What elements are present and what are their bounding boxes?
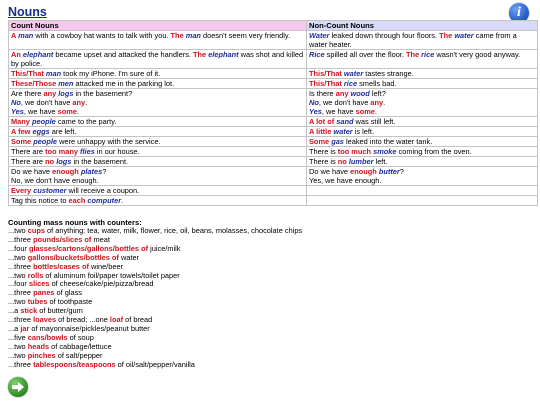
count-noun-cell	[9, 89, 307, 117]
highlight-quantifier: jar	[20, 323, 30, 333]
count-noun-cell	[9, 137, 307, 147]
highlight-noun: No	[11, 98, 21, 107]
highlight-quantifier: pinches	[27, 350, 56, 360]
text-run: of bread	[123, 315, 153, 325]
counter-line	[8, 280, 528, 289]
noncount-noun-cell	[307, 117, 538, 127]
highlight-quantifier: glasses/cartons/gallons/bottles of	[28, 243, 149, 253]
highlight-quantifier: A	[11, 31, 19, 40]
table-row	[9, 69, 538, 79]
highlight-noun: butter	[378, 167, 400, 176]
text-run: .	[374, 107, 377, 116]
count-noun-cell	[9, 117, 307, 127]
text-run: of mayonnaise/pickles/peanut butter	[29, 323, 150, 333]
highlight-quantifier: pounds/slices of	[33, 234, 92, 244]
noncount-noun-cell	[307, 137, 538, 147]
table-row	[9, 147, 538, 157]
text-run: of cheese/cake/pie/pizza/bread	[49, 279, 154, 289]
count-noun-cell	[9, 157, 307, 167]
table-row	[9, 137, 538, 147]
table-header-row	[9, 21, 538, 31]
highlight-noun: No	[309, 98, 319, 107]
highlight-quantifier: gallons/buckets/bottles of	[27, 252, 119, 262]
text-run: ...two	[8, 297, 28, 307]
highlight-quantifier: some	[355, 107, 375, 116]
text-run: leaked down through four floors.	[329, 31, 440, 40]
text-run: ...two	[8, 226, 28, 235]
text-run: of anything: tea, water, milk, flower, rice, oil, beans, molasses, chocolate chips	[44, 226, 303, 235]
highlight-noun: water	[333, 127, 353, 136]
table-row	[9, 50, 538, 69]
text-run: wine/beer	[88, 261, 124, 271]
noncount-noun-cell	[307, 69, 538, 79]
highlight-quantifier: The	[193, 50, 209, 59]
highlight-noun: elephant	[22, 50, 54, 59]
text-run: of glass	[54, 288, 82, 298]
text-run: leaked into the water tank.	[343, 137, 433, 146]
text-run: , we don't have	[318, 98, 371, 107]
table-row	[9, 127, 538, 137]
table-row	[9, 167, 538, 186]
text-run: of aluminum foil/paper towels/toilet paper	[43, 270, 180, 280]
text-run: ...two	[8, 341, 28, 351]
highlight-quantifier: any	[335, 89, 351, 98]
highlight-noun: smoke	[373, 147, 397, 156]
highlight-quantifier: rolls	[27, 270, 44, 280]
highlight-quantifier: Some	[11, 137, 34, 146]
text-run: is left.	[352, 127, 375, 136]
text-run: left?	[369, 89, 386, 98]
page-title: Nouns	[8, 5, 47, 19]
text-run: of soup	[67, 332, 94, 342]
highlight-quantifier: heads	[27, 341, 50, 351]
highlight-quantifier: any	[370, 98, 384, 107]
table-row	[9, 79, 538, 89]
highlight-quantifier: The	[170, 31, 186, 40]
highlight-noun: elephant	[208, 50, 239, 59]
highlight-noun: water	[343, 69, 364, 78]
text-run: of toothpaste	[47, 297, 93, 307]
highlight-noun: rice	[421, 50, 435, 59]
text-run: attacked me in the parking lot.	[73, 79, 175, 88]
text-run: of cabbage/lettuce	[49, 341, 112, 351]
highlight-quantifier: any	[43, 89, 59, 98]
highlight-noun: logs	[58, 89, 74, 98]
text-run: tastes strange.	[363, 69, 414, 78]
text-run: of salt/pepper	[55, 350, 103, 360]
text-run: ...three	[8, 288, 34, 298]
count-noun-cell	[9, 31, 307, 50]
highlight-quantifier: Every	[11, 186, 34, 195]
text-run: .	[76, 107, 79, 116]
highlight-quantifier: panes	[33, 288, 55, 298]
text-run: , we have	[321, 107, 356, 116]
text-run: with a cowboy hat wants to talk with you.	[33, 31, 171, 40]
highlight-quantifier: Many	[11, 117, 32, 126]
highlight-quantifier: This/That	[11, 69, 46, 78]
text-run: was shot and killed by police.	[11, 50, 304, 68]
text-run: will receive a coupon.	[66, 186, 140, 195]
text-run: There are	[11, 147, 46, 156]
noncount-noun-cell	[307, 157, 538, 167]
text-run: , we have	[23, 107, 58, 116]
text-run: ...four	[8, 279, 29, 289]
counter-line	[8, 298, 528, 307]
text-run: .	[85, 98, 88, 107]
text-run: Tag this notice to	[11, 196, 69, 205]
text-run: came from a water heater.	[309, 31, 517, 49]
noncount-noun-cell	[307, 167, 538, 186]
count-noun-cell	[9, 196, 307, 206]
highlight-noun: people	[33, 137, 58, 146]
table-row	[9, 117, 538, 127]
text-run: ...two	[8, 270, 28, 280]
highlight-quantifier: too much	[337, 147, 374, 156]
highlight-quantifier: loaves	[33, 315, 57, 325]
text-run: Do we have	[309, 167, 351, 176]
highlight-quantifier: A few	[11, 127, 33, 136]
text-run: Yes, we have enough.	[309, 176, 382, 185]
highlight-quantifier: stick	[20, 306, 38, 316]
highlight-quantifier: each	[68, 196, 88, 205]
text-run: juice/milk	[148, 243, 181, 253]
text-run: ?	[102, 167, 107, 176]
text-run: of oil/salt/pepper/vanilla	[115, 359, 195, 369]
noncount-noun-cell	[307, 79, 538, 89]
text-run: , we don't have	[20, 98, 73, 107]
text-run: of butter/gum	[37, 306, 83, 316]
text-run: .	[121, 196, 124, 205]
next-arrow-icon[interactable]	[8, 377, 28, 397]
highlight-quantifier: The	[405, 50, 422, 59]
highlight-noun: eggs	[32, 127, 50, 136]
text-run: ...four	[8, 243, 29, 253]
text-run: ...three	[8, 315, 34, 325]
highlight-quantifier: loaf	[109, 315, 124, 325]
text-run: ...a	[8, 306, 21, 316]
highlight-quantifier: enough	[350, 167, 379, 176]
column-header-count: Count Nouns	[9, 21, 307, 31]
text-run: left.	[373, 157, 388, 166]
highlight-noun: lumber	[348, 157, 374, 166]
highlight-noun: Yes	[309, 107, 322, 116]
noncount-noun-cell	[307, 31, 538, 50]
table-row	[9, 157, 538, 167]
text-run: Is there	[309, 89, 336, 98]
text-run: ...three	[8, 261, 34, 271]
text-run: ...two	[8, 350, 28, 360]
highlight-quantifier: enough	[52, 167, 81, 176]
text-run: ...three	[8, 359, 34, 369]
text-run: in the basement?	[73, 89, 133, 98]
highlight-noun: Rice	[309, 50, 325, 59]
highlight-quantifier: This/That	[309, 69, 344, 78]
highlight-noun: logs	[56, 157, 72, 166]
highlight-quantifier: Some	[309, 137, 332, 146]
highlight-noun: computer	[87, 196, 122, 205]
text-run: ...three	[8, 234, 34, 244]
highlight-quantifier: These/Those	[11, 79, 59, 88]
text-run: ?	[399, 167, 404, 176]
noncount-noun-cell	[307, 127, 538, 137]
column-header-noncount: Non-Count Nouns	[307, 21, 538, 31]
highlight-noun: men	[58, 79, 74, 88]
highlight-noun: water	[454, 31, 474, 40]
text-run: There is	[309, 157, 338, 166]
text-run: .	[383, 98, 386, 107]
highlight-quantifier: This/That	[309, 79, 344, 88]
text-run: ...a	[8, 323, 21, 333]
noncount-noun-cell	[307, 89, 538, 117]
count-noun-cell	[9, 186, 307, 196]
highlight-noun: customer	[33, 186, 67, 195]
highlight-quantifier: slices	[28, 279, 50, 289]
highlight-noun: man	[18, 31, 34, 40]
highlight-noun: gas	[331, 137, 344, 146]
highlight-noun: rice	[343, 79, 358, 88]
table-row	[9, 186, 538, 196]
text-run: meat	[91, 234, 110, 244]
text-run: was still left.	[353, 117, 396, 126]
highlight-noun: sand	[336, 117, 354, 126]
text-run: in our house.	[94, 147, 140, 156]
highlight-noun: wood	[350, 89, 370, 98]
noncount-noun-cell	[307, 186, 538, 196]
highlight-quantifier: any	[72, 98, 86, 107]
text-run: water	[118, 252, 140, 262]
highlight-noun: Yes	[11, 107, 24, 116]
text-run: Do we have	[11, 167, 53, 176]
count-noun-cell	[9, 50, 307, 69]
count-noun-cell	[9, 69, 307, 79]
text-run: ...five	[8, 332, 28, 342]
text-run: No, we don't have enough.	[11, 176, 99, 185]
text-run: in the basement.	[71, 157, 129, 166]
highlight-quantifier: A little	[309, 127, 334, 136]
text-run: became upset and attacked the handlers.	[53, 50, 193, 59]
highlight-quantifier: no	[45, 157, 57, 166]
count-noun-cell	[9, 167, 307, 186]
text-run: wasn't very good anyway.	[434, 50, 521, 59]
counters-heading: Counting mass nouns with counters:	[8, 218, 142, 227]
highlight-noun: plates	[80, 167, 103, 176]
highlight-quantifier: no	[337, 157, 349, 166]
text-run: smells bad.	[357, 79, 397, 88]
noncount-noun-cell	[307, 50, 538, 69]
text-run: ...two	[8, 252, 28, 262]
noncount-noun-cell	[307, 196, 538, 206]
table-row	[9, 196, 538, 206]
text-run: There are	[11, 157, 46, 166]
highlight-noun: man	[45, 69, 62, 78]
highlight-noun: flies	[80, 147, 95, 156]
count-noun-cell	[9, 147, 307, 157]
text-run: are left.	[49, 127, 77, 136]
text-run: coming from the oven.	[396, 147, 472, 156]
text-run: took my iPhone. I'm sure of it.	[61, 69, 161, 78]
highlight-noun: people	[31, 117, 56, 126]
noncount-noun-cell	[307, 147, 538, 157]
counters-section	[8, 218, 528, 370]
highlight-quantifier: cups	[27, 226, 45, 235]
text-run: were unhappy with the service.	[57, 137, 161, 146]
text-run: came to the party.	[55, 117, 117, 126]
text-run: doesn't seem very friendly.	[200, 31, 291, 40]
text-run: Are there	[11, 89, 44, 98]
highlight-quantifier: cans/bowls	[27, 332, 68, 342]
counter-line	[8, 361, 528, 370]
nouns-table	[8, 20, 538, 206]
highlight-quantifier: bottles/cases of	[33, 261, 89, 271]
highlight-quantifier: tubes	[27, 297, 48, 307]
highlight-quantifier: some	[57, 107, 77, 116]
highlight-quantifier: tablespoons/teaspoons	[33, 359, 116, 369]
text-run: There is	[309, 147, 338, 156]
highlight-noun: Water	[309, 31, 330, 40]
table-row	[9, 31, 538, 50]
text-run: spilled all over the floor.	[324, 50, 406, 59]
highlight-quantifier: The	[439, 31, 455, 40]
highlight-quantifier: too many	[45, 147, 81, 156]
highlight-noun: man	[185, 31, 201, 40]
count-noun-cell	[9, 127, 307, 137]
info-icon[interactable]: i	[509, 3, 529, 23]
count-noun-cell	[9, 79, 307, 89]
text-run: of bread; ...one	[56, 315, 110, 325]
highlight-quantifier: An	[11, 50, 23, 59]
table-row	[9, 89, 538, 117]
highlight-quantifier: A lot of	[309, 117, 337, 126]
